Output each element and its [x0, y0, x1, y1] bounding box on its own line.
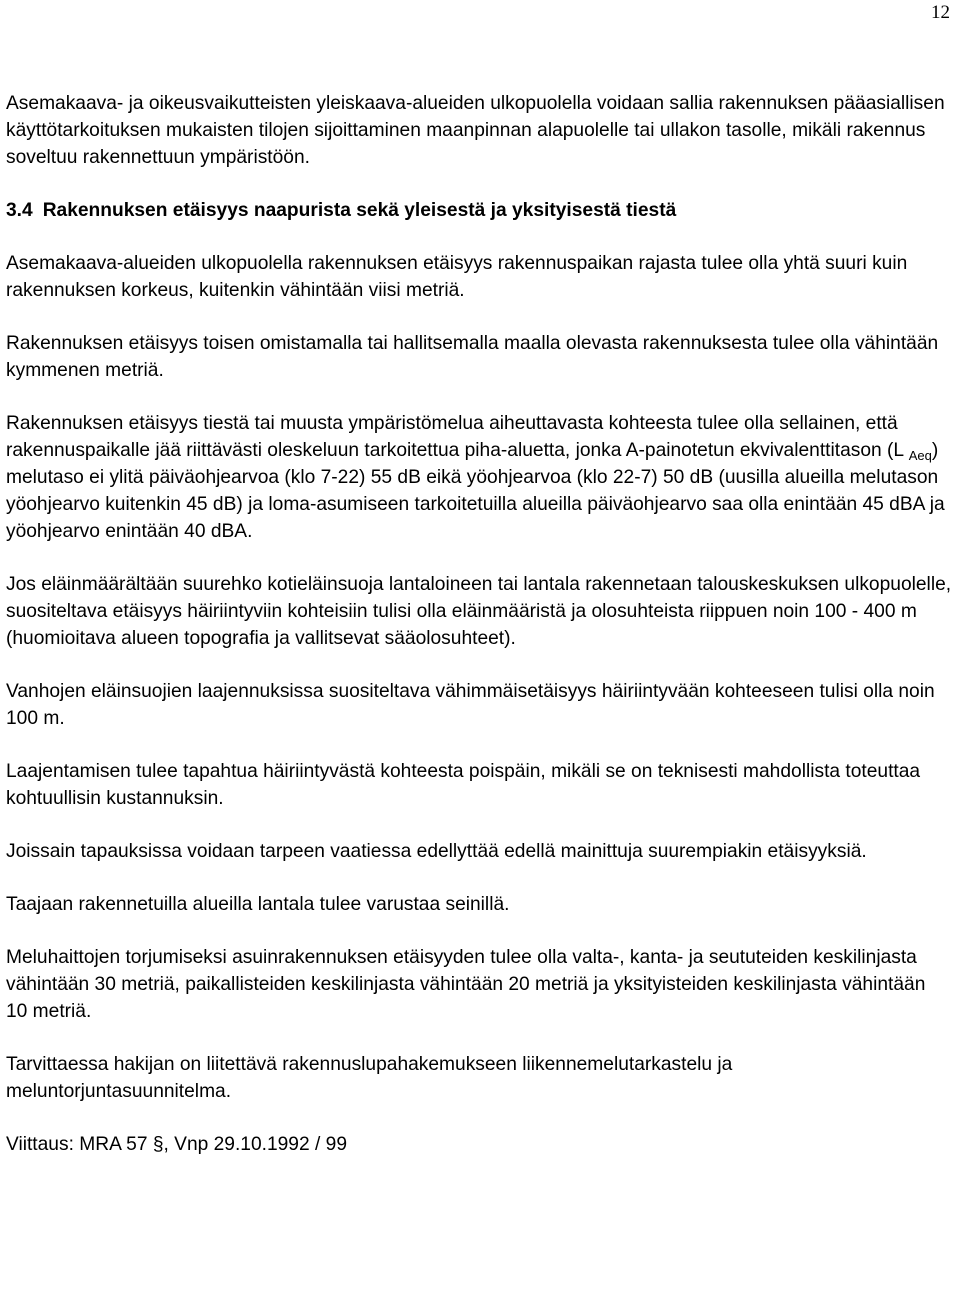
document-body — [6, 90, 952, 1158]
reference-line: Viittaus: MRA 57 §, Vnp 29.10.1992 / 99 — [6, 1134, 347, 1155]
paragraph-manure-walls: Taajaan rakennetuilla alueilla lantala tulee varustaa seinillä. — [6, 894, 510, 915]
section-title: Rakennuksen etäisyys naapurista sekä yleisestä ja yksityisestä tiestä — [42, 200, 677, 221]
paragraph-noise-survey: Tarvittaessa hakijan on liitettävä rakennuslupahakemukseen liikennemelutarkastelu ja meluntorjuntasuunnitelma. — [6, 1054, 733, 1102]
noise-text-start: Rakennuksen etäisyys tiestä tai muusta ympäristömelua aiheuttavasta kohteesta tulee olla sellainen, että rakennuspaikalle jää riittävästi oleskeluun tarkoitettua piha-aluetta, jonka A-painotetun ekvivalenttitason (L — [6, 413, 909, 461]
paragraph-larger-distances: Joissain tapauksissa voidaan tarpeen vaatiessa edellyttää edellä mainittuja suurempiakin etäisyyksiä. — [6, 841, 867, 862]
paragraph-noise-levels — [6, 410, 952, 545]
section-heading — [6, 197, 952, 224]
paragraph-distance-boundary: Asemakaava-alueiden ulkopuolella rakennuksen etäisyys rakennuspaikan rajasta tulee olla yhtä suuri kuin rakennuksen korkeus, kuitenkin vähintään viisi metriä. — [6, 253, 908, 301]
aeq-subscript: Aeq — [908, 448, 932, 463]
noise-text-end: ) melutaso ei ylitä päiväohjearvoa (klo 7-22) 55 dB eikä yöohjearvoa (klo 22-7) 50 dB (uusilla alueilla melutason yöohjearvo kuitenkin 45 dB) ja loma-asumiseen tarkoitetuilla alueilla päiväohjearvo saa olla enintään 45 dBA ja yöohjearvo enintään 40 dBA. — [6, 440, 945, 542]
intro-paragraph: Asemakaava- ja oikeusvaikutteisten yleiskaava-alueiden ulkopuolella voidaan sallia rakennuksen pääasiallisen käyttötarkoituksen mukaisten tilojen sijoittaminen maanpinnan alapuolelle tai ullakon tasolle, mikäli rakennus soveltuu rakennettuun ympäristöön. — [6, 93, 945, 168]
paragraph-animal-shelter: Jos eläinmäärältään suurehko kotieläinsuoja lantaloineen tai lantala rakennetaan talouskeskuksen ulkopuolelle, suositeltava etäisyys häiriintyviin kohteisiin tulisi olla eläinmääristä ja olosuhteista riippuen noin 100 - 400 m (huomioitava alueen topografia ja vallitsevat sääolosuhteet). — [6, 574, 952, 649]
paragraph-distance-other-building: Rakennuksen etäisyys toisen omistamalla tai hallitsemalla maalla olevasta rakennuksesta tulee olla vähintään kymmenen metriä. — [6, 333, 939, 381]
paragraph-extension-direction: Laajentamisen tulee tapahtua häiriintyvästä kohteesta poispäin, mikäli se on teknisesti mahdollista toteuttaa kohtuullisin kustannuksin. — [6, 761, 921, 809]
page-number: 12 — [931, 2, 950, 23]
paragraph-road-distances: Meluhaittojen torjumiseksi asuinrakennuksen etäisyyden tulee olla valta-, kanta- ja seututeiden keskilinjasta vähintään 30 metriä, paikallisteiden keskilinjasta vähintään 20 metriä ja yksityisteiden keskilinjasta vähintään 10 metriä. — [6, 947, 926, 1022]
section-number: 3.4 — [6, 200, 33, 221]
paragraph-old-shelter-extension: Vanhojen eläinsuojien laajennuksissa suositeltava vähimmäisetäisyys häiriintyvään kohteeseen tulisi olla noin 100 m. — [6, 681, 935, 729]
